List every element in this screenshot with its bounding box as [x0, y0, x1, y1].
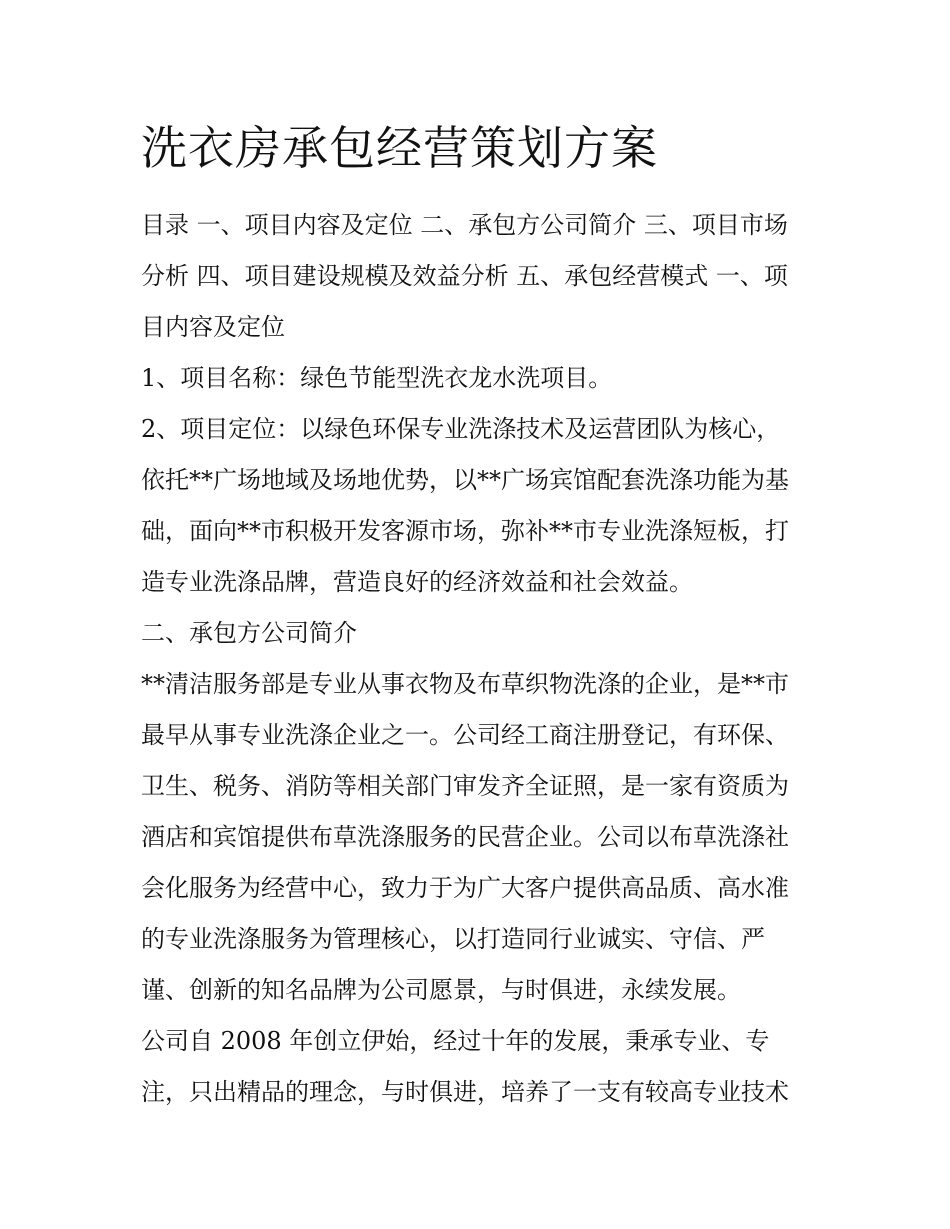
paragraph-line: 依托**广场地域及场地优势，以**广场宾馆配套洗涤功能为基: [141, 466, 789, 494]
paragraph-company-intro: [141, 659, 813, 1016]
paragraph-line: 的专业洗涤服务为管理核心，以打造同行业诚实、守信、严: [141, 925, 765, 953]
paragraph-project-name: [141, 353, 813, 404]
paragraph-line: **清洁服务部是专业从事衣物及布草织物洗涤的企业，是**市: [141, 670, 789, 698]
paragraph-line: 1、项目名称：绿色节能型洗衣龙水洗项目。: [141, 364, 613, 392]
paragraph-line: 注，只出精品的理念，与时俱进，培养了一支有较高专业技术: [141, 1078, 789, 1106]
paragraph-line: 最早从事专业洗涤企业之一。公司经工商注册登记，有环保、: [141, 721, 789, 749]
paragraph-line: 谨、创新的知名品牌为公司愿景，与时俱进，永续发展。: [141, 976, 741, 1004]
paragraph-line: 公司自 2008 年创立伊始，经过十年的发展，秉承专业、专: [141, 1027, 770, 1055]
paragraph-line: 造专业洗涤品牌，营造良好的经济效益和社会效益。: [141, 568, 693, 596]
paragraph-line: 目内容及定位: [141, 313, 285, 341]
paragraph-line: 会化服务为经营中心，致力于为广大客户提供高品质、高水准: [141, 874, 789, 902]
section-heading-company-intro: [141, 608, 813, 659]
paragraph-line: 分析 四、项目建设规模及效益分析 五、承包经营模式 一、项: [141, 262, 788, 290]
paragraph-project-positioning: [141, 404, 813, 608]
paragraph-table-of-contents: [141, 200, 813, 353]
paragraph-line: 2、项目定位：以绿色环保专业洗涤技术及运营团队为核心，: [141, 415, 781, 443]
document-title: 洗衣房承包经营策划方案: [141, 121, 658, 175]
paragraph-line: 二、承包方公司简介: [141, 619, 357, 647]
document-body: [141, 200, 813, 1118]
paragraph-line: 目录 一、项目内容及定位 二、承包方公司简介 三、项目市场: [141, 211, 788, 239]
paragraph-line: 酒店和宾馆提供布草洗涤服务的民营企业。公司以布草洗涤社: [141, 823, 789, 851]
paragraph-company-history: [141, 1016, 813, 1118]
paragraph-line: 卫生、税务、消防等相关部门审发齐全证照，是一家有资质为: [141, 772, 789, 800]
paragraph-line: 础，面向**市积极开发客源市场，弥补**市专业洗涤短板，打: [141, 517, 789, 545]
